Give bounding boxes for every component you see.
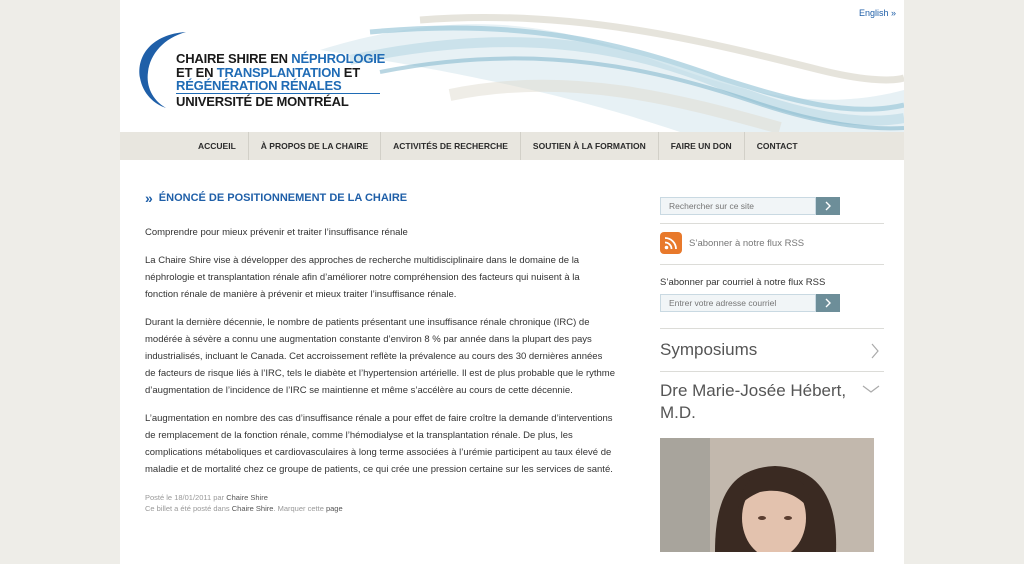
logo[interactable] bbox=[134, 28, 386, 109]
symposiums-title[interactable]: Symposiums bbox=[660, 340, 758, 359]
nav-item-contact[interactable]: CONTACT bbox=[756, 141, 798, 151]
email-input[interactable] bbox=[660, 294, 816, 312]
rss-label[interactable]: S’abonner à notre flux RSS bbox=[689, 237, 805, 249]
main-content bbox=[145, 190, 615, 514]
raquo-icon: » bbox=[145, 190, 153, 206]
profile-toggle[interactable] bbox=[660, 380, 884, 424]
symposiums-toggle[interactable] bbox=[660, 339, 884, 361]
nav-item-don[interactable]: FAIRE UN DON bbox=[659, 132, 745, 160]
sidebar bbox=[660, 180, 884, 552]
rss-subscribe-link[interactable] bbox=[660, 232, 884, 254]
post-paragraph: Durant la dernière décennie, le nombre de patients présentant une insuffisance rénale chronique (IRC) de modérée à sévère a connu une augmentation constante d’environ 8 % par année dans la plupart des pays industrialisés, incluant le Canada. Cet accroissement reflète la prévalence au cours des 30 dernières années de facteurs de risque liés à l’IRC, tels le diabète et l’hypertension artérielle. Il est de plus probable que le rythme d’augmentation de l’incidence de l’IRC se maintienne et même s’accélère au cours de cette décennie. bbox=[145, 317, 615, 396]
post-title-text[interactable]: ÉNONCÉ DE POSITIONNEMENT DE LA CHAIRE bbox=[158, 192, 408, 204]
search-form bbox=[660, 197, 884, 215]
logo-line-1: CHAIRE SHIRE EN NÉPHROLOGIE bbox=[176, 51, 386, 66]
chevron-right-icon[interactable] bbox=[870, 343, 880, 359]
search-input[interactable] bbox=[660, 197, 816, 215]
category-link[interactable]: Chaire Shire bbox=[231, 504, 274, 513]
author-link[interactable]: Chaire Shire bbox=[226, 493, 268, 502]
email-form bbox=[660, 294, 884, 312]
profile-title[interactable]: Dre Marie-Josée Hébert, M.D. bbox=[660, 381, 847, 422]
rss-icon bbox=[660, 232, 682, 254]
search-button[interactable] bbox=[816, 197, 840, 215]
nav-item-a-propos[interactable]: À PROPOS DE LA CHAIRE bbox=[249, 132, 381, 160]
post-meta: Posté le 18/01/2011 par Chaire Shire Ce billet a été posté dans Chaire Shire. Marquer cette page bbox=[145, 493, 343, 513]
divider bbox=[660, 328, 884, 329]
post-title[interactable] bbox=[145, 190, 615, 206]
profile-photo bbox=[660, 438, 874, 552]
bookmark-link[interactable]: page bbox=[325, 504, 343, 513]
post-paragraph: La Chaire Shire vise à développer des approches de recherche multidisciplinaire dans le domaine de la néphrologie et transplantation rénale afin d’améliorer notre compréhension des facteurs qui nuisent à la fonction rénale de manière à prévenir et mieux traiter l’insuffisance rénale. bbox=[145, 255, 580, 300]
post-subtitle: Comprendre pour mieux prévenir et traiter l’insuffisance rénale bbox=[145, 227, 408, 238]
chevron-right-icon bbox=[824, 201, 832, 211]
nav-item-activites[interactable]: ACTIVITÉS DE RECHERCHE bbox=[381, 132, 521, 160]
logo-line-2: ET EN TRANSPLANTATION ET bbox=[176, 65, 360, 80]
divider bbox=[660, 264, 884, 265]
post-paragraph: L’augmentation en nombre des cas d’insuffisance rénale a pour effet de faire croître la demande d’interventions de remplacement de la fonction rénale, comme l’hémodialyse et la transplantation rénale. De plus, les complications métaboliques et cardiovasculaires à long terme associées à l’urémie participent au taux élevé de maladie et de mortalité chez ce groupe de patients, ce qui crée une pression certaine sur les services de santé. bbox=[145, 413, 613, 475]
divider bbox=[660, 223, 884, 224]
post-date: 18/01/2011 bbox=[174, 493, 212, 502]
email-submit-button[interactable] bbox=[816, 294, 840, 312]
chevron-right-icon bbox=[824, 298, 832, 308]
english-language-link[interactable]: English » bbox=[858, 8, 896, 18]
logo-line-4: UNIVERSITÉ DE MONTRÉAL bbox=[176, 94, 349, 109]
nav-item-soutien[interactable]: SOUTIEN À LA FORMATION bbox=[521, 132, 659, 160]
main-nav bbox=[120, 132, 904, 160]
divider bbox=[660, 371, 884, 372]
chevron-down-icon[interactable] bbox=[862, 384, 880, 394]
nav-item-accueil[interactable]: ACCUEIL bbox=[186, 132, 249, 160]
page bbox=[120, 0, 904, 564]
logo-line-3: RÉGÉNÉRATION RÉNALES bbox=[176, 78, 342, 93]
email-subscribe-label: S’abonner par courriel à notre flux RSS bbox=[660, 277, 826, 288]
header bbox=[120, 0, 904, 132]
